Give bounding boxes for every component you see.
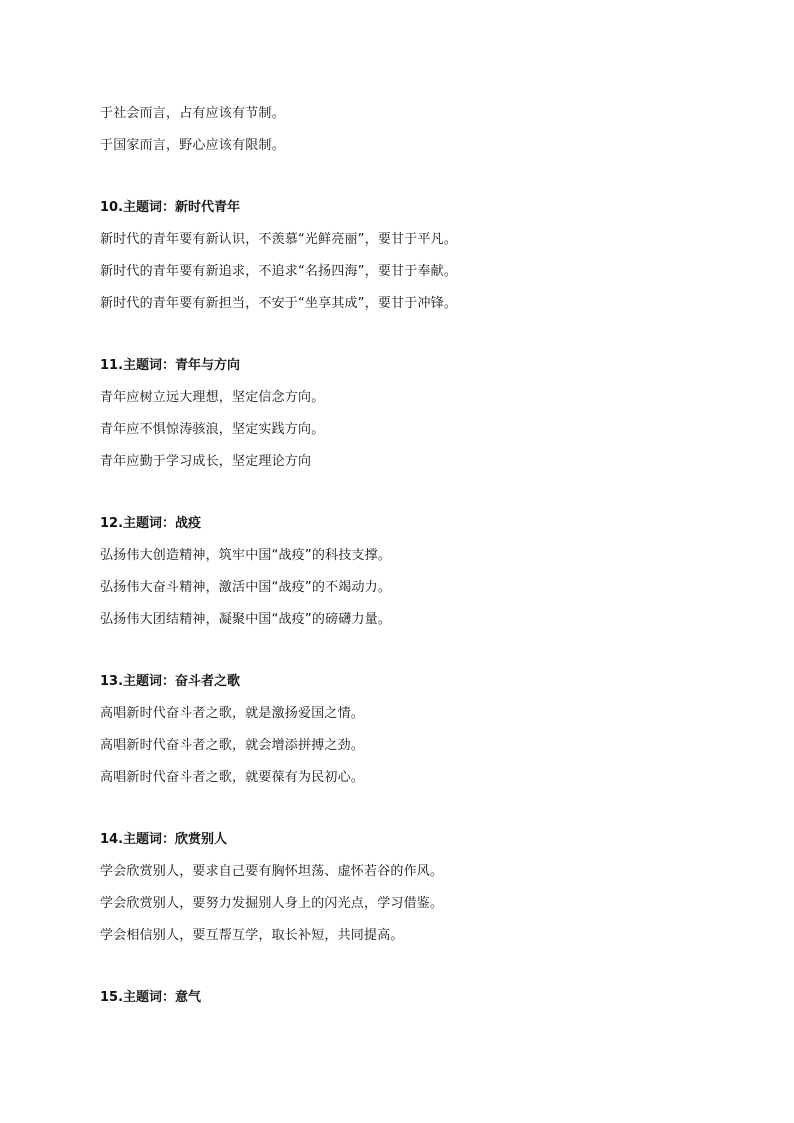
section-heading: 10.主题词：新时代青年 xyxy=(100,200,241,215)
section-heading: 14.主题词：欣赏别人 xyxy=(100,832,228,847)
section-line: 新时代的青年要有新担当，不安于“坐享其成”，要甘于冲锋。 xyxy=(100,296,458,311)
section-heading: 12.主题词：战疫 xyxy=(100,516,202,531)
section-heading: 15.主题词：意气 xyxy=(100,990,202,1005)
section-line: 学会相信别人，要互帮互学，取长补短，共同提高。 xyxy=(100,928,404,943)
section-line: 高唱新时代奋斗者之歌，就是激扬爱国之情。 xyxy=(100,706,365,721)
section-line: 高唱新时代奋斗者之歌，就会增添拼搏之劲。 xyxy=(100,738,365,753)
section-line: 学会欣赏别人，要努力发掘别人身上的闪光点，学习借鉴。 xyxy=(100,896,444,911)
section-line: 青年应不惧惊涛骇浪，坚定实践方向。 xyxy=(100,422,325,437)
section-heading: 11.主题词：青年与方向 xyxy=(100,358,241,373)
intro-line: 于国家而言，野心应该有限制。 xyxy=(100,138,285,153)
section-line: 弘扬伟大创造精神，筑牢中国“战疫”的科技支撑。 xyxy=(100,548,392,563)
intro-line: 于社会而言，占有应该有节制。 xyxy=(100,106,285,121)
section-line: 新时代的青年要有新追求，不追求“名扬四海”，要甘于奉献。 xyxy=(100,264,458,279)
section-line: 学会欣赏别人，要求自己要有胸怀坦荡、虚怀若谷的作风。 xyxy=(100,864,444,879)
section-line: 青年应树立远大理想，坚定信念方向。 xyxy=(100,390,325,405)
section-heading: 13.主题词：奋斗者之歌 xyxy=(100,674,241,689)
section-line: 青年应勤于学习成长，坚定理论方向 xyxy=(100,454,312,469)
section-line: 新时代的青年要有新认识，不羡慕“光鲜亮丽”，要甘于平凡。 xyxy=(100,232,458,247)
section-line: 高唱新时代奋斗者之歌，就要葆有为民初心。 xyxy=(100,770,365,785)
document-body xyxy=(100,98,720,1014)
section-line: 弘扬伟大团结精神，凝聚中国“战疫”的磅礴力量。 xyxy=(100,612,392,627)
section-line: 弘扬伟大奋斗精神，激活中国“战疫”的不竭动力。 xyxy=(100,580,392,595)
